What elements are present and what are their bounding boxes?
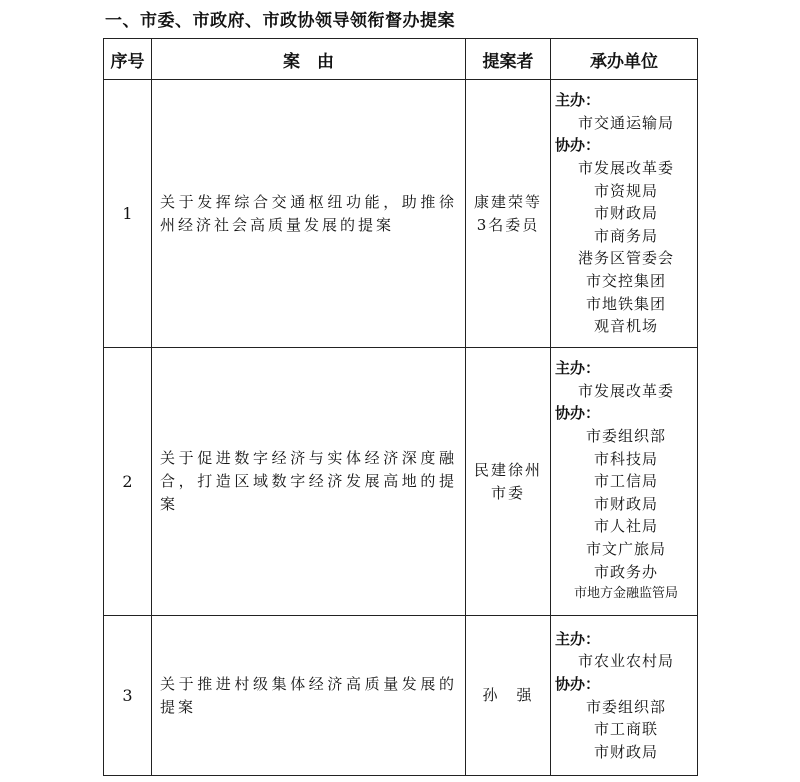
proposal-table [103,38,698,776]
row-reason: 关于促进数字经济与实体经济深度融合，打造区域数字经济发展高地的提案 [152,348,466,616]
co-unit: 市资规局 [593,181,658,200]
lead-unit: 市发展改革委 [577,381,674,400]
co-unit: 市财政局 [593,494,658,513]
lead-label: 主办： [555,359,601,378]
lead-label: 主办： [555,629,601,648]
header-units: 承办单位 [551,39,698,80]
co-unit: 市文广旅局 [585,539,666,558]
row-reason: 关于发挥综合交通枢纽功能，助推徐州经济社会高质量发展的提案 [152,80,466,348]
row-units [551,616,698,776]
co-unit: 市财政局 [593,742,658,761]
row-seq: 1 [104,80,152,348]
row-proposer: 康建荣等3名委员 [466,80,551,348]
co-unit: 市地铁集团 [585,294,666,313]
co-label: 协办： [555,404,601,423]
co-unit: 市委组织部 [585,697,666,716]
co-label: 协办： [555,674,601,693]
row-reason: 关于推进村级集体经济高质量发展的提案 [152,616,466,776]
row-units [551,348,698,616]
table-row [104,80,698,348]
co-unit: 市人社局 [593,517,658,536]
lead-unit: 市交通运输局 [577,113,674,132]
lead-label: 主办： [555,91,601,110]
co-unit: 市财政局 [593,204,658,223]
lead-unit: 市农业农村局 [577,652,674,671]
header-reason: 案 由 [152,39,466,80]
row-units [551,80,698,348]
co-unit: 市交控集团 [585,271,666,290]
co-unit: 市地方金融监管局 [573,586,678,602]
co-unit: 市工信局 [593,472,658,491]
co-label: 协办： [555,136,601,155]
section-title: 一、市委、市政府、市政协领导领衔督办提案 [105,11,455,31]
row-proposer: 孙 强 [466,616,551,776]
row-seq: 2 [104,348,152,616]
co-unit: 市委组织部 [585,427,666,446]
table-header-row [104,39,698,80]
row-seq: 3 [104,616,152,776]
co-unit: 港务区管委会 [577,249,674,268]
co-unit: 市政务办 [593,562,658,581]
co-unit: 观音机场 [593,317,658,336]
co-unit: 市发展改革委 [577,159,674,178]
row-proposer: 民建徐州市委 [466,348,551,616]
table-row [104,348,698,616]
co-unit: 市科技局 [593,449,658,468]
header-proposer: 提案者 [466,39,551,80]
table-row [104,616,698,776]
co-unit: 市商务局 [593,226,658,245]
co-unit: 市工商联 [593,720,658,739]
header-seq: 序号 [104,39,152,80]
